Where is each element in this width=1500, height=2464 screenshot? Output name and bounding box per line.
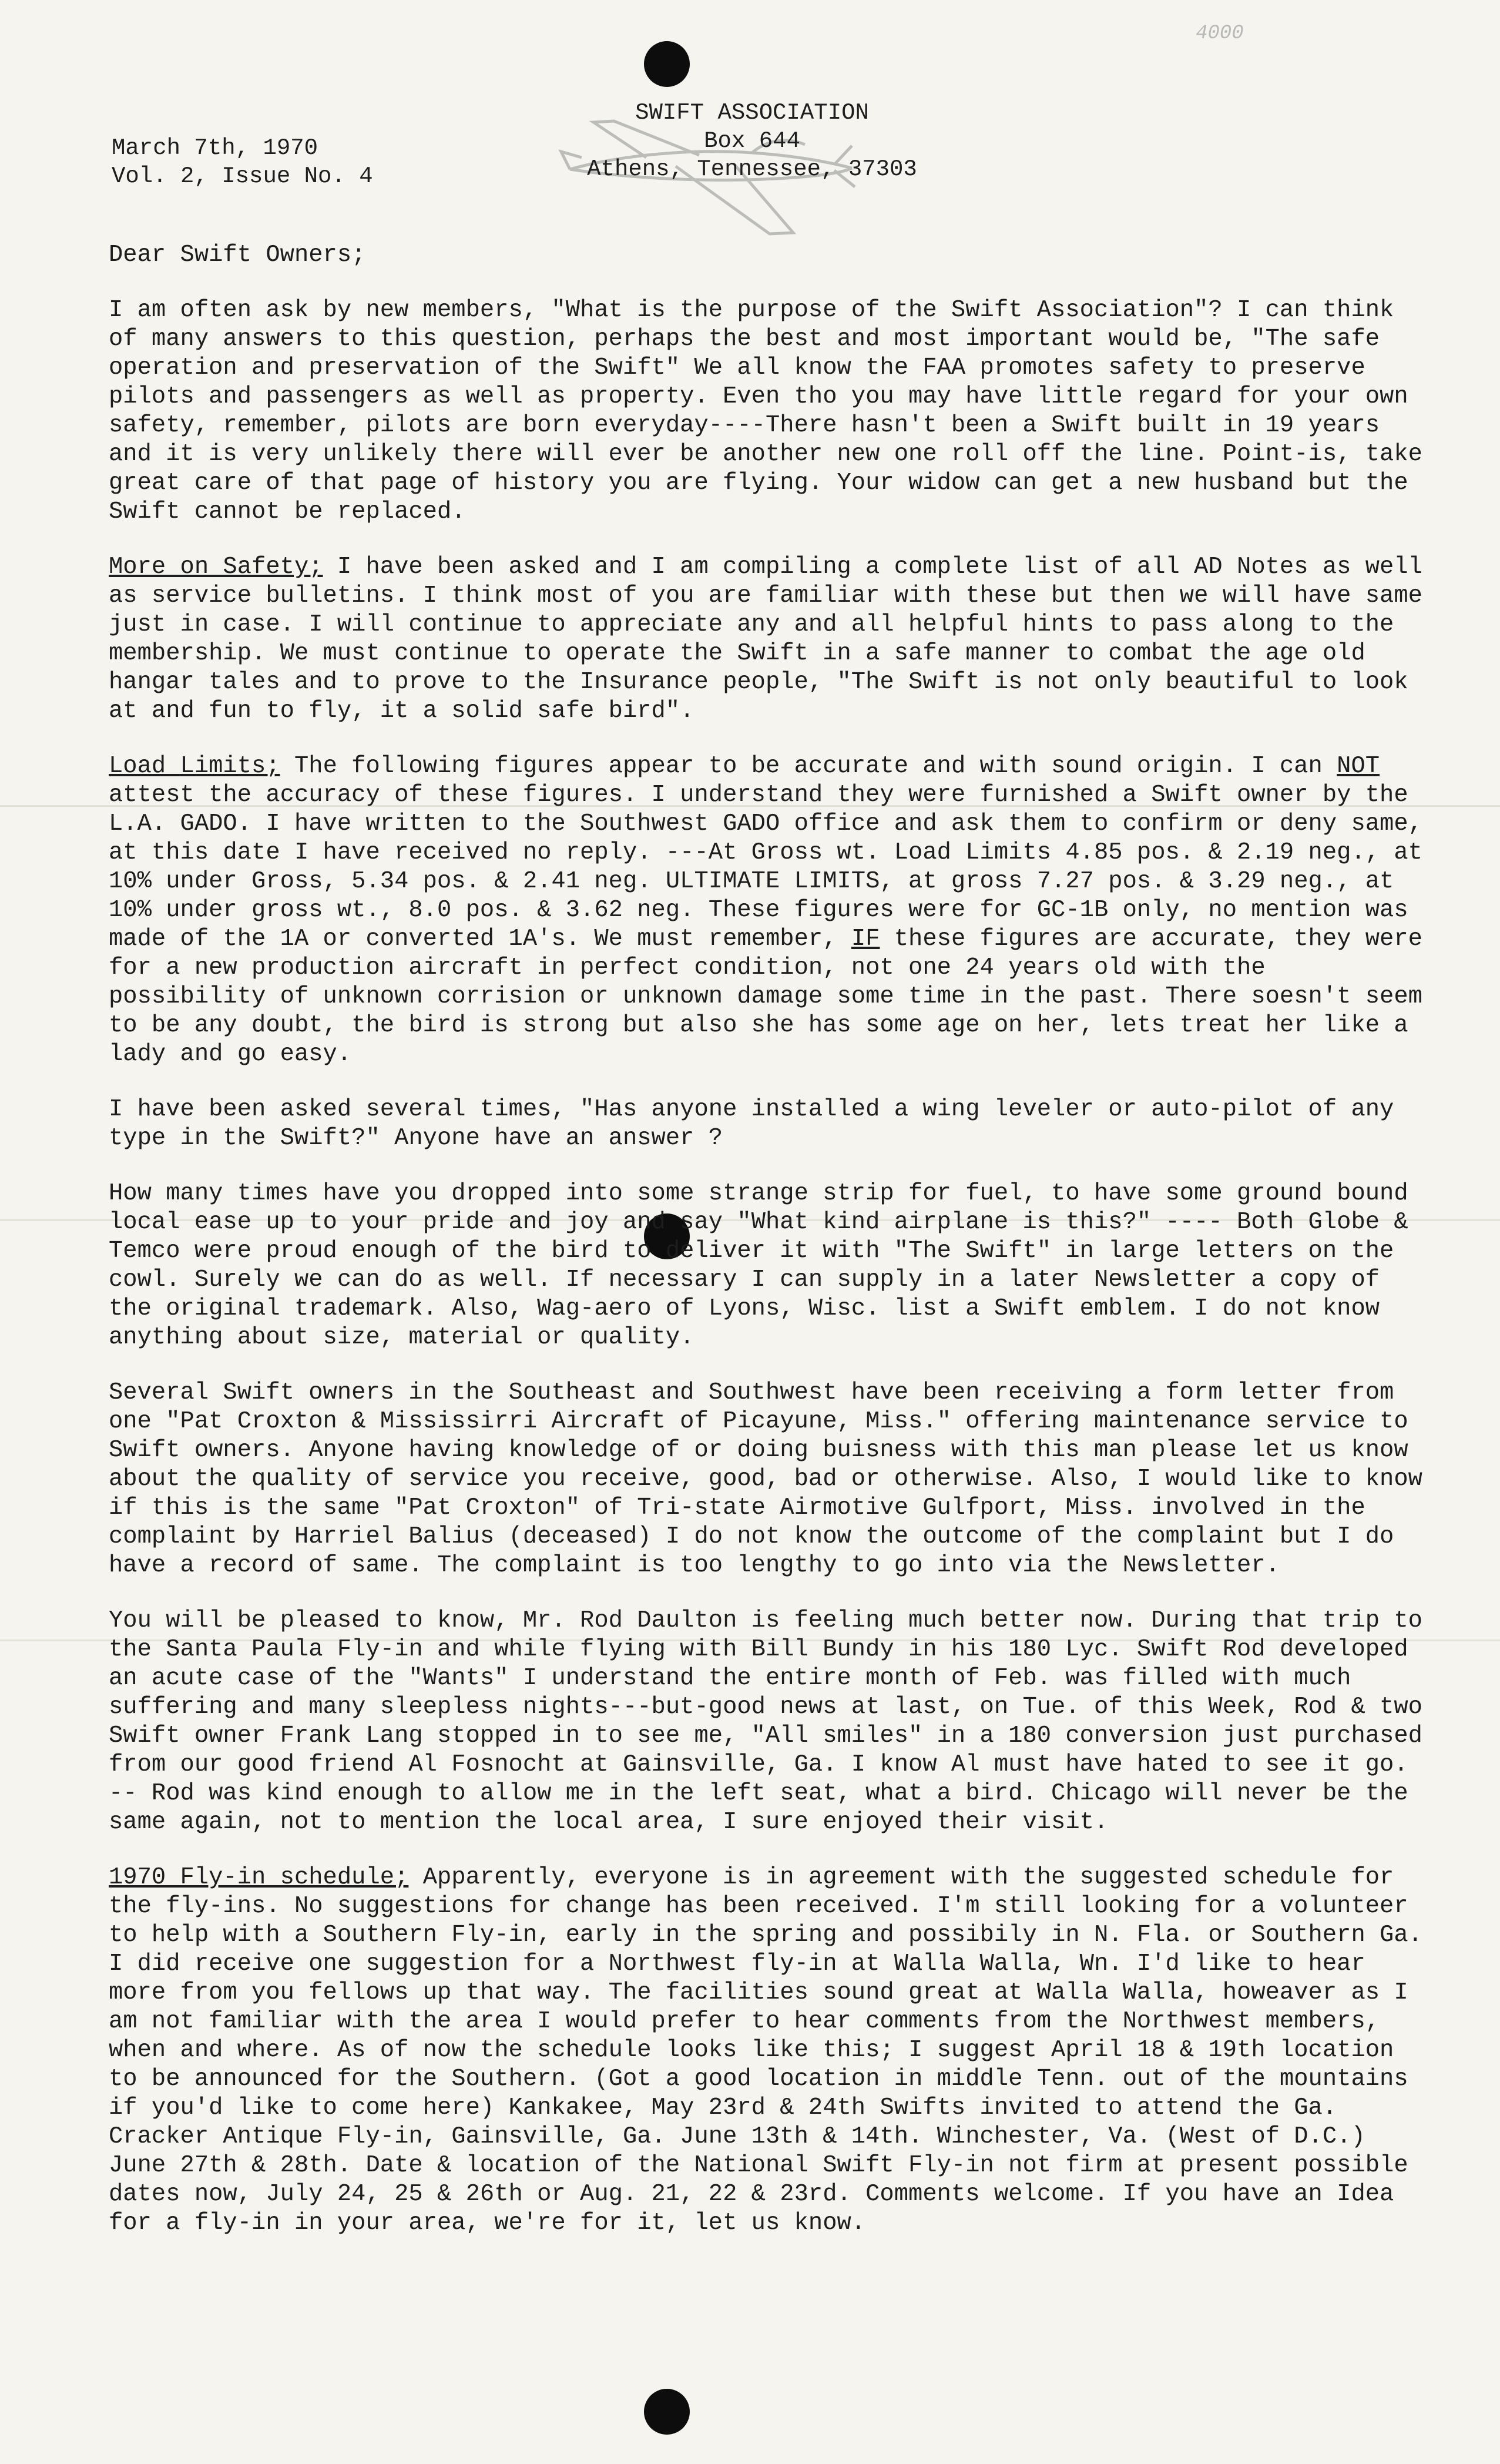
emphasis-if: IF — [851, 926, 880, 953]
corner-pencil-note: 4000 — [1196, 22, 1244, 45]
safety-text: I have been asked and I am compiling a complete list of all AD Notes as well as service bulletins. I think most of you are familiar with these but then we will have same just in case. I will continue to appreciate any and all helpful hints to pass along to the membership. We must continue to operate the Swift in a safe manner to combat the age old hangar tales and to prove to the Insurance people, "The Swift is not only beautiful to look at and fun to fly, it a solid safe bird". — [109, 554, 1422, 725]
load-limits-heading: Load Limits; — [109, 753, 280, 780]
paragraph-autopilot: I have been asked several times, "Has anyone installed a wing leveler or auto-pilot of any type in the Swift?" Anyone have an answer ? — [109, 1096, 1394, 1152]
flyin-heading: 1970 Fly-in schedule; — [109, 1864, 409, 1891]
load-limits-text-c: these figures are accurate, they were for a new production aircraft in perfect condition, not one 24 years old with the possibility of unknown corrision or unknown damage some time in the past. There soesn't seem to be any doubt, the bird is strong but also she has some age on her, lets treat her like a lady and go easy. — [109, 926, 1422, 1068]
association-city: Athens, Tennessee, 37303 — [587, 156, 917, 182]
letterhead — [546, 99, 958, 183]
load-limits-text-b: attest the accuracy of these figures. I understand they were furnished a Swift owner by the L.A. GADO. I have written to the Southwest GADO office and ask them to confirm or deny same, at this date I have received no reply. ---At Gross wt. Load Limits 4.85 pos. & 2.19 neg., at 10% under Gross, 5.34 pos. & 2.41 neg. ULTIMATE LIMITS, at gross 7.27 pos. & 3.29 neg., at 10% under gross wt., 8.0 pos. & 3.62 neg. These figures were for GC-1B only, no mention was made of the 1A or converted 1A's. We must remember, — [109, 782, 1422, 953]
load-limits-text-a: The following figures appear to be accurate and with sound origin. I can — [280, 753, 1337, 780]
punch-hole — [644, 2389, 690, 2435]
emphasis-not: NOT — [1337, 753, 1380, 780]
paragraph-flyin-schedule — [109, 1863, 1425, 2238]
paragraph-daulton: You will be pleased to know, Mr. Rod Daulton is feeling much better now. During that trip to the Santa Paula Fly-in and while flying with Bill Bundy in his 180 Lyc. Swift Rod developed an acute case of the "Wants" I understand the entire month of Feb. was filled with much suffering and many sleepless nights---but-good news at last, on Tue. of this Week, Rod & two Swift owner Frank Lang stopped in to see me, "All smiles" in a 180 conversion just purchased from our good friend Al Fosnocht at Gainsville, Ga. I know Al must have hated to see it go. -- Rod was kind enough to allow me in the left seat, what a bird. Chicago will never be the same again, not to mention the local area, I sure enjoyed their visit. — [109, 1607, 1422, 1836]
issue-volume: Vol. 2, Issue No. 4 — [112, 163, 373, 189]
association-name: SWIFT ASSOCIATION — [635, 100, 869, 126]
paragraph-purpose: I am often ask by new members, "What is the purpose of the Swift Association"? I can think of many answers to this question, perhaps the best and most important would be, "The safe operation and preservation of the Swift" We all know the FAA promotes safety to preserve pilots and passengers as well as property. Even tho you may have little regard for your own safety, remember, pilots are born everyday----There hasn't been a Swift built in 19 years and it is very unlikely there will ever be another new one roll off the line. Point-is, take great care of that page of history you are flying. Your widow can get a new husband but the Swift cannot be replaced. — [109, 297, 1422, 525]
paragraph-emblem: How many times have you dropped into some strange strip for fuel, to have some ground bound local ease up to your pride and joy and say "What kind airplane is this?" ---- Both Globe & Temco were proud enough of the bird to deliver it with "The Swift" in large letters on the cowl. Surely we can do as well. If necessary I can supply in a later Newsletter a copy of the original trademark. Also, Wag-aero of Lyons, Wisc. list a Swift emblem. I do not know anything about size, material or quality. — [109, 1180, 1408, 1351]
punch-hole — [644, 41, 690, 87]
salutation: Dear Swift Owners; — [109, 242, 366, 269]
paragraph-croxton: Several Swift owners in the Southeast and Southwest have been receiving a form letter from one "Pat Croxton & Mississirri Aircraft of Picayune, Miss." offering maintenance service to Swift owners. Anyone having knowledge of or doing buisness with this man please let us know about the quality of service you receive, good, bad or otherwise. Also, I would like to know if this is the same "Pat Croxton" of Tri-state Airmotive Gulfport, Miss. involved in the complaint by Harriel Balius (deceased) I do not know the outcome of the complaint but I do have a record of same. The complaint is too lengthy to go into via the Newsletter. — [109, 1379, 1422, 1579]
paragraph-load-limits — [109, 752, 1425, 1069]
po-box: Box 644 — [704, 128, 800, 154]
safety-heading: More on Safety; — [109, 554, 323, 581]
letter-body — [109, 241, 1425, 2264]
paragraph-safety — [109, 553, 1425, 726]
flyin-text: Apparently, everyone is in agreement with the suggested schedule for the fly-ins. No suggestions for change has been received. I'm still looking for a volunteer to help with a Southern Fly-in, early in the spring and possibily in N. Fla. or Southern Ga. I did receive one suggestion for a Northwest fly-in at Walla Walla, Wn. I'd like to hear more from you fellows up that way. The facilities sound great at Walla Walla, howeaver as I am not familiar with the area I would prefer to hear comments from the Northwest members, when and where. As of now the schedule looks like this; I suggest April 18 & 19th location to be announced for the Southern. (Got a good location in middle Tenn. out of the mountains if you'd like to come here) Kankakee, May 23rd & 24th Swifts invited to attend the Ga. Cracker Antique Fly-in, Gainsville, Ga. June 13th & 14th. Winchester, Va. (West of D.C.) June 27th & 28th. Date & location of the National Swift Fly-in not firm at present possible dates now, July 24, 25 & 26th or Aug. 21, 22 & 23rd. Comments welcome. If you have an Idea for a fly-in in your area, we're for it, let us know. — [109, 1864, 1422, 2237]
issue-date: March 7th, 1970 — [112, 135, 318, 161]
